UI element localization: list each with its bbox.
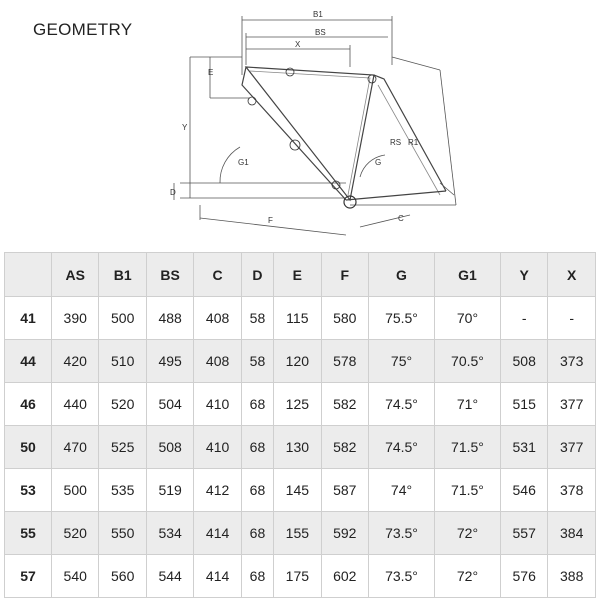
table-cell: 525 [99, 426, 146, 469]
table-cell: 72° [434, 512, 500, 555]
table-cell: 74.5° [369, 383, 435, 426]
column-header [5, 253, 52, 297]
table-cell: 378 [548, 469, 596, 512]
table-cell: 582 [321, 426, 368, 469]
table-cell: 580 [321, 297, 368, 340]
table-cell: 560 [99, 555, 146, 598]
column-header: BS [146, 253, 193, 297]
table-row [5, 340, 596, 383]
table-cell: 578 [321, 340, 368, 383]
table-cell: 75° [369, 340, 435, 383]
table-cell: 420 [52, 340, 99, 383]
table-cell: 488 [146, 297, 193, 340]
table-cell: 384 [548, 512, 596, 555]
label-e: E [208, 68, 214, 77]
table-row [5, 512, 596, 555]
table-cell: 414 [194, 555, 241, 598]
page-title: GEOMETRY [33, 20, 133, 39]
table-cell: 592 [321, 512, 368, 555]
label-b1: B1 [313, 10, 323, 19]
column-header: X [548, 253, 596, 297]
column-header: E [274, 253, 321, 297]
frame-geometry-diagram [160, 5, 470, 237]
table-cell: 587 [321, 469, 368, 512]
table-cell: 68 [241, 469, 273, 512]
table-cell: 73.5° [369, 555, 435, 598]
table-cell: 602 [321, 555, 368, 598]
table-cell: 414 [194, 512, 241, 555]
table-cell: 576 [500, 555, 547, 598]
label-d: D [170, 188, 176, 197]
table-cell: 550 [99, 512, 146, 555]
table-cell: 520 [52, 512, 99, 555]
table-cell: 115 [274, 297, 321, 340]
table-cell: 440 [52, 383, 99, 426]
table-cell: 495 [146, 340, 193, 383]
table-cell: 470 [52, 426, 99, 469]
table-cell: 71° [434, 383, 500, 426]
label-x: X [295, 40, 301, 49]
table-cell: 70° [434, 297, 500, 340]
table-cell: 68 [241, 426, 273, 469]
table-row [5, 469, 596, 512]
label-y: Y [182, 123, 188, 132]
table-cell: 155 [274, 512, 321, 555]
table-cell: 508 [146, 426, 193, 469]
table-row [5, 297, 596, 340]
table-cell: 58 [241, 340, 273, 383]
table-cell: 74° [369, 469, 435, 512]
table-cell: 388 [548, 555, 596, 598]
table-cell: 130 [274, 426, 321, 469]
size-cell: 46 [5, 383, 52, 426]
table-cell: 408 [194, 297, 241, 340]
table-cell: 540 [52, 555, 99, 598]
table-cell: 68 [241, 555, 273, 598]
table-cell: 68 [241, 512, 273, 555]
table-cell: 531 [500, 426, 547, 469]
table-cell: 70.5° [434, 340, 500, 383]
table-cell: 500 [52, 469, 99, 512]
label-g: G [375, 158, 382, 167]
table-cell: 373 [548, 340, 596, 383]
table-cell: 508 [500, 340, 547, 383]
size-cell: 55 [5, 512, 52, 555]
label-rs: RS [390, 138, 402, 147]
column-header: G1 [434, 253, 500, 297]
column-header: C [194, 253, 241, 297]
table-cell: 125 [274, 383, 321, 426]
table-cell: 175 [274, 555, 321, 598]
table-cell: 510 [99, 340, 146, 383]
table-cell: 71.5° [434, 469, 500, 512]
label-f: F [268, 216, 273, 225]
column-header: F [321, 253, 368, 297]
size-cell: 50 [5, 426, 52, 469]
table-cell: 408 [194, 340, 241, 383]
table-cell: 410 [194, 383, 241, 426]
table-cell: 377 [548, 383, 596, 426]
column-header: G [369, 253, 435, 297]
label-g1: G1 [238, 158, 249, 167]
column-header: Y [500, 253, 547, 297]
table-cell: 410 [194, 426, 241, 469]
table-cell: 515 [500, 383, 547, 426]
size-cell: 57 [5, 555, 52, 598]
table-cell: 75.5° [369, 297, 435, 340]
label-r1: R1 [408, 138, 419, 147]
table-cell: - [500, 297, 547, 340]
table-cell: 74.5° [369, 426, 435, 469]
table-cell: 582 [321, 383, 368, 426]
geometry-table [4, 252, 596, 598]
label-bs: BS [315, 28, 326, 37]
table-row [5, 426, 596, 469]
table-row [5, 555, 596, 598]
table-cell: 72° [434, 555, 500, 598]
table-cell: 520 [99, 383, 146, 426]
table-cell: 519 [146, 469, 193, 512]
table-cell: 58 [241, 297, 273, 340]
table-header-row [5, 253, 596, 297]
table-cell: 535 [99, 469, 146, 512]
table-cell: 500 [99, 297, 146, 340]
table-cell: 377 [548, 426, 596, 469]
table-cell: - [548, 297, 596, 340]
size-cell: 44 [5, 340, 52, 383]
table-cell: 534 [146, 512, 193, 555]
table-cell: 557 [500, 512, 547, 555]
size-cell: 41 [5, 297, 52, 340]
table-cell: 71.5° [434, 426, 500, 469]
table-cell: 546 [500, 469, 547, 512]
table-cell: 390 [52, 297, 99, 340]
size-cell: 53 [5, 469, 52, 512]
table-cell: 73.5° [369, 512, 435, 555]
column-header: D [241, 253, 273, 297]
table-cell: 544 [146, 555, 193, 598]
table-cell: 504 [146, 383, 193, 426]
column-header: AS [52, 253, 99, 297]
table-cell: 68 [241, 383, 273, 426]
table-cell: 120 [274, 340, 321, 383]
label-c: C [398, 214, 404, 223]
table-cell: 412 [194, 469, 241, 512]
table-row [5, 383, 596, 426]
table-cell: 145 [274, 469, 321, 512]
column-header: B1 [99, 253, 146, 297]
